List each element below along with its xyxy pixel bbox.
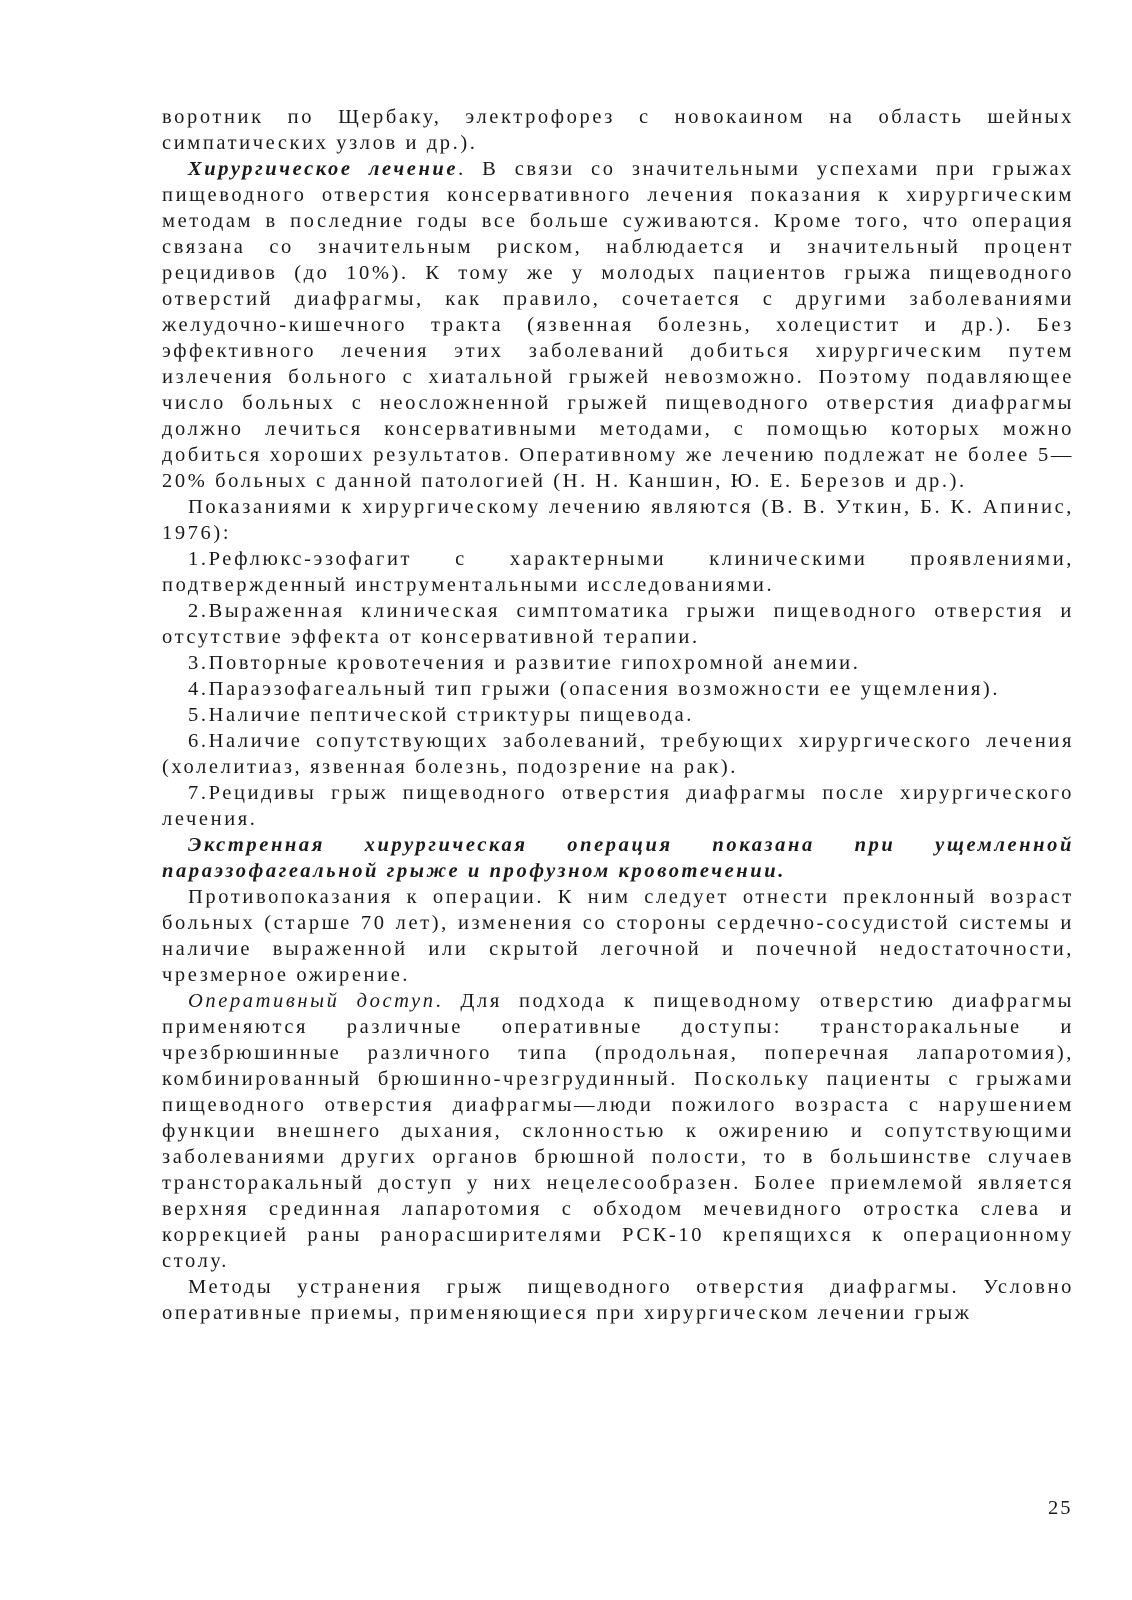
list-item-2: 2.Выраженная клиническая симптоматика грыжи пищеводного отверстия и отсутствие эффекта от консервативной терапии. bbox=[162, 600, 1074, 648]
paragraph-contraindications: Противопоказания к операции. К ним следует отнести преклонный возраст больных (старше 70 лет), изменения со стороны сердечно-сосудистой системы и наличие выраженной или скрытой легочной и почечной недостаточности, чрезмерное ожирение. bbox=[162, 886, 1074, 986]
list-item-4: 4.Параэзофагеальный тип грыжи (опасения возможности ее ущемления). bbox=[188, 678, 1001, 700]
term-surgical-treatment: Хирургическое лечение bbox=[188, 158, 459, 180]
page-number: 25 bbox=[1048, 1497, 1073, 1519]
emergency-surgery-note: Экстренная хирургическая операция показана при ущемленной параэзофагеальной грыже и профузном кровотечении. bbox=[162, 834, 1074, 882]
term-surgical-access: Оперативный доступ bbox=[188, 990, 436, 1012]
list-item-7: 7.Рецидивы грыж пищеводного отверстия диафрагмы после хирургического лечения. bbox=[162, 782, 1074, 830]
list-item-5: 5.Наличие пептической стриктуры пищевода. bbox=[188, 704, 694, 726]
list-item-6: 6.Наличие сопутствующих заболеваний, требующих хирургического лечения (холелитиаз, язвенная болезнь, подозрение на рак). bbox=[162, 730, 1074, 778]
page-body bbox=[162, 104, 1074, 1326]
paragraph-methods: Методы устранения грыж пищеводного отверстия диафрагмы. Условно оперативные приемы, применяющиеся при хирургическом лечении грыж bbox=[162, 1276, 1074, 1324]
list-item-3: 3.Повторные кровотечения и развитие гипохромной анемии. bbox=[188, 652, 861, 674]
list-item-1: 1.Рефлюкс-эзофагит с характерными клиническими проявлениями, подтвержденный инструментальными исследованиями. bbox=[162, 548, 1074, 596]
paragraph-indications-intro: Показаниями к хирургическому лечению являются (В. В. Уткин, Б. К. Апинис, 1976): bbox=[162, 496, 1074, 544]
paragraph-surgical-treatment bbox=[162, 156, 1074, 494]
paragraph-continuation: воротник по Щербаку, электрофорез с новокаином на область шейных симпатических узлов и др.). bbox=[162, 106, 1074, 154]
paragraph-surgical-access bbox=[162, 988, 1074, 1274]
paragraph-text: . Для подхода к пищеводному отверстию диафрагмы применяются различные оперативные доступы: трансторакальные и чрезбрюшинные различного типа (продольная, поперечная лапаротомия), комбинированный брюшинно-чрезгрудинный. Поскольку пациенты с грыжами пищеводного отверстия диафрагмы—люди пожилого возраста с нарушением функции внешнего дыхания, склонностью к ожирению и сопутствующими заболеваниями других органов брюшной полости, то в большинстве случаев трансторакальный доступ у них нецелесообразен. Более приемлемой является верхняя срединная лапаротомия с обходом мечевидного отростка слева и коррекцией раны ранорасширителями РСК-10 крепящихся к операционному столу. bbox=[162, 990, 1075, 1272]
paragraph-text: . В связи со значительными успехами при грыжах пищеводного отверстия консервативного лечения показания к хирургическим методам в последние годы все больше суживаются. Кроме того, что операция связана со значительным риском, наблюдается и значительный процент рецидивов (до 10%). К тому же у молодых пациентов грыжа пищеводного отверстий диафрагмы, как правило, сочетается с другими заболеваниями желудочно-кишечного тракта (язвенная болезнь, холецистит и др.). Без эффективного лечения этих заболеваний добиться хирургическим путем излечения больного с хиатальной грыжей невозможно. Поэтому подавляющее число больных с неосложненной грыжей пищеводного отверстия диафрагмы должно лечиться консервативными методами, с помощью которых можно добиться хороших результатов. Оперативному же лечению подлежат не более 5—20% больных с данной патологией (Н. Н. Каншин, Ю. Е. Березов и др.). bbox=[162, 158, 1075, 492]
